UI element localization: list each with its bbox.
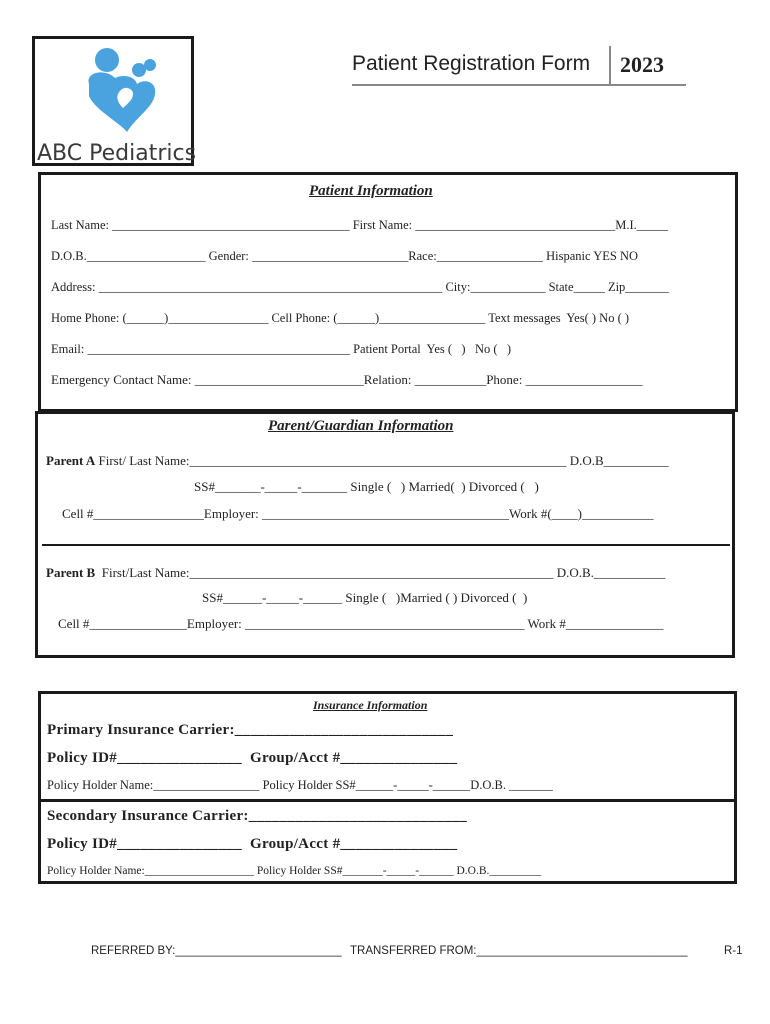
secondary-policy-field[interactable]: Policy ID#________________ Group/Acct #_______________	[47, 836, 458, 852]
primary-policy-field[interactable]: Policy ID#________________ Group/Acct #_______________	[47, 750, 458, 766]
emergency-contact-row[interactable]: Emergency Contact Name: __________________________Relation: ___________Phone: __________________	[51, 372, 643, 387]
parent-b-work-row[interactable]: Cell #_______________Employer: ___________________________________________ Work #_______________	[58, 616, 664, 631]
primary-carrier-field[interactable]: Primary Insurance Carrier:____________________________	[47, 722, 454, 738]
parent-a-work-row[interactable]: Cell #_________________Employer: ______________________________________Work #(____)___________	[62, 506, 654, 521]
parent-b-label: Parent B	[46, 565, 96, 580]
insurance-info-title: Insurance Information	[313, 698, 428, 712]
logo-text: ABC Pediatrics	[37, 141, 197, 166]
parent-a-label: Parent A	[46, 453, 96, 468]
patient-email-row[interactable]: Email: __________________________________________ Patient Portal Yes ( ) No ( )	[51, 342, 512, 356]
form-title: Patient Registration Form	[352, 52, 591, 75]
parent-b-name-field[interactable]: First/Last Name:________________________________________________________ D.O.B.___________	[95, 565, 666, 580]
guardian-info-section	[35, 411, 735, 658]
patient-info-section	[38, 172, 738, 412]
parent-a-ss-row[interactable]: SS#_______-_____-_______ Single ( ) Married( ) Divorced ( )	[194, 479, 539, 494]
guardian-info-title: Parent/Guardian Information	[268, 418, 454, 434]
parent-a-name-row[interactable]	[46, 454, 669, 468]
title-underline	[352, 84, 686, 86]
primary-insurance-section	[38, 691, 737, 802]
parent-divider	[42, 544, 730, 546]
transferred-from-field[interactable]: TRANSFERRED FROM:_________________________________	[350, 945, 688, 957]
patient-address-row[interactable]: Address: _______________________________________________________ City:____________ State_____ Zip_______	[51, 280, 670, 294]
primary-holder-field[interactable]: Policy Holder Name:_________________ Policy Holder SS#______-_____-______D.O.B. _______	[47, 778, 553, 792]
secondary-carrier-field[interactable]: Secondary Insurance Carrier:____________________________	[47, 808, 468, 824]
title-divider	[609, 46, 611, 86]
form-code: R-1	[724, 945, 743, 957]
patient-info-title: Patient Information	[309, 183, 433, 199]
secondary-insurance-section	[38, 799, 737, 884]
referred-by-field[interactable]: REFERRED BY:__________________________	[91, 945, 342, 957]
patient-dob-row[interactable]: D.O.B.___________________ Gender: _________________________Race:_________________ Hispanic YES NO	[51, 249, 638, 263]
family-heart-icon	[75, 42, 175, 142]
form-year: 2023	[620, 52, 664, 77]
secondary-holder-field[interactable]: Policy Holder Name:___________________ Policy Holder SS#_______-_____-______ D.O.B._________	[47, 865, 542, 877]
parent-b-name-row[interactable]	[46, 566, 665, 580]
parent-a-name-field[interactable]: First/ Last Name:__________________________________________________________ D.O.B__________	[95, 453, 669, 468]
logo	[32, 36, 197, 166]
patient-phone-row[interactable]: Home Phone: (______)________________ Cell Phone: (______)_________________ Text messages Yes( ) No ( )	[51, 311, 630, 325]
parent-b-ss-row[interactable]: SS#______-_____-______ Single ( )Married ( ) Divorced ( )	[202, 590, 528, 605]
patient-name-row[interactable]: Last Name: ______________________________________ First Name: ________________________________M.I._____	[51, 218, 668, 232]
